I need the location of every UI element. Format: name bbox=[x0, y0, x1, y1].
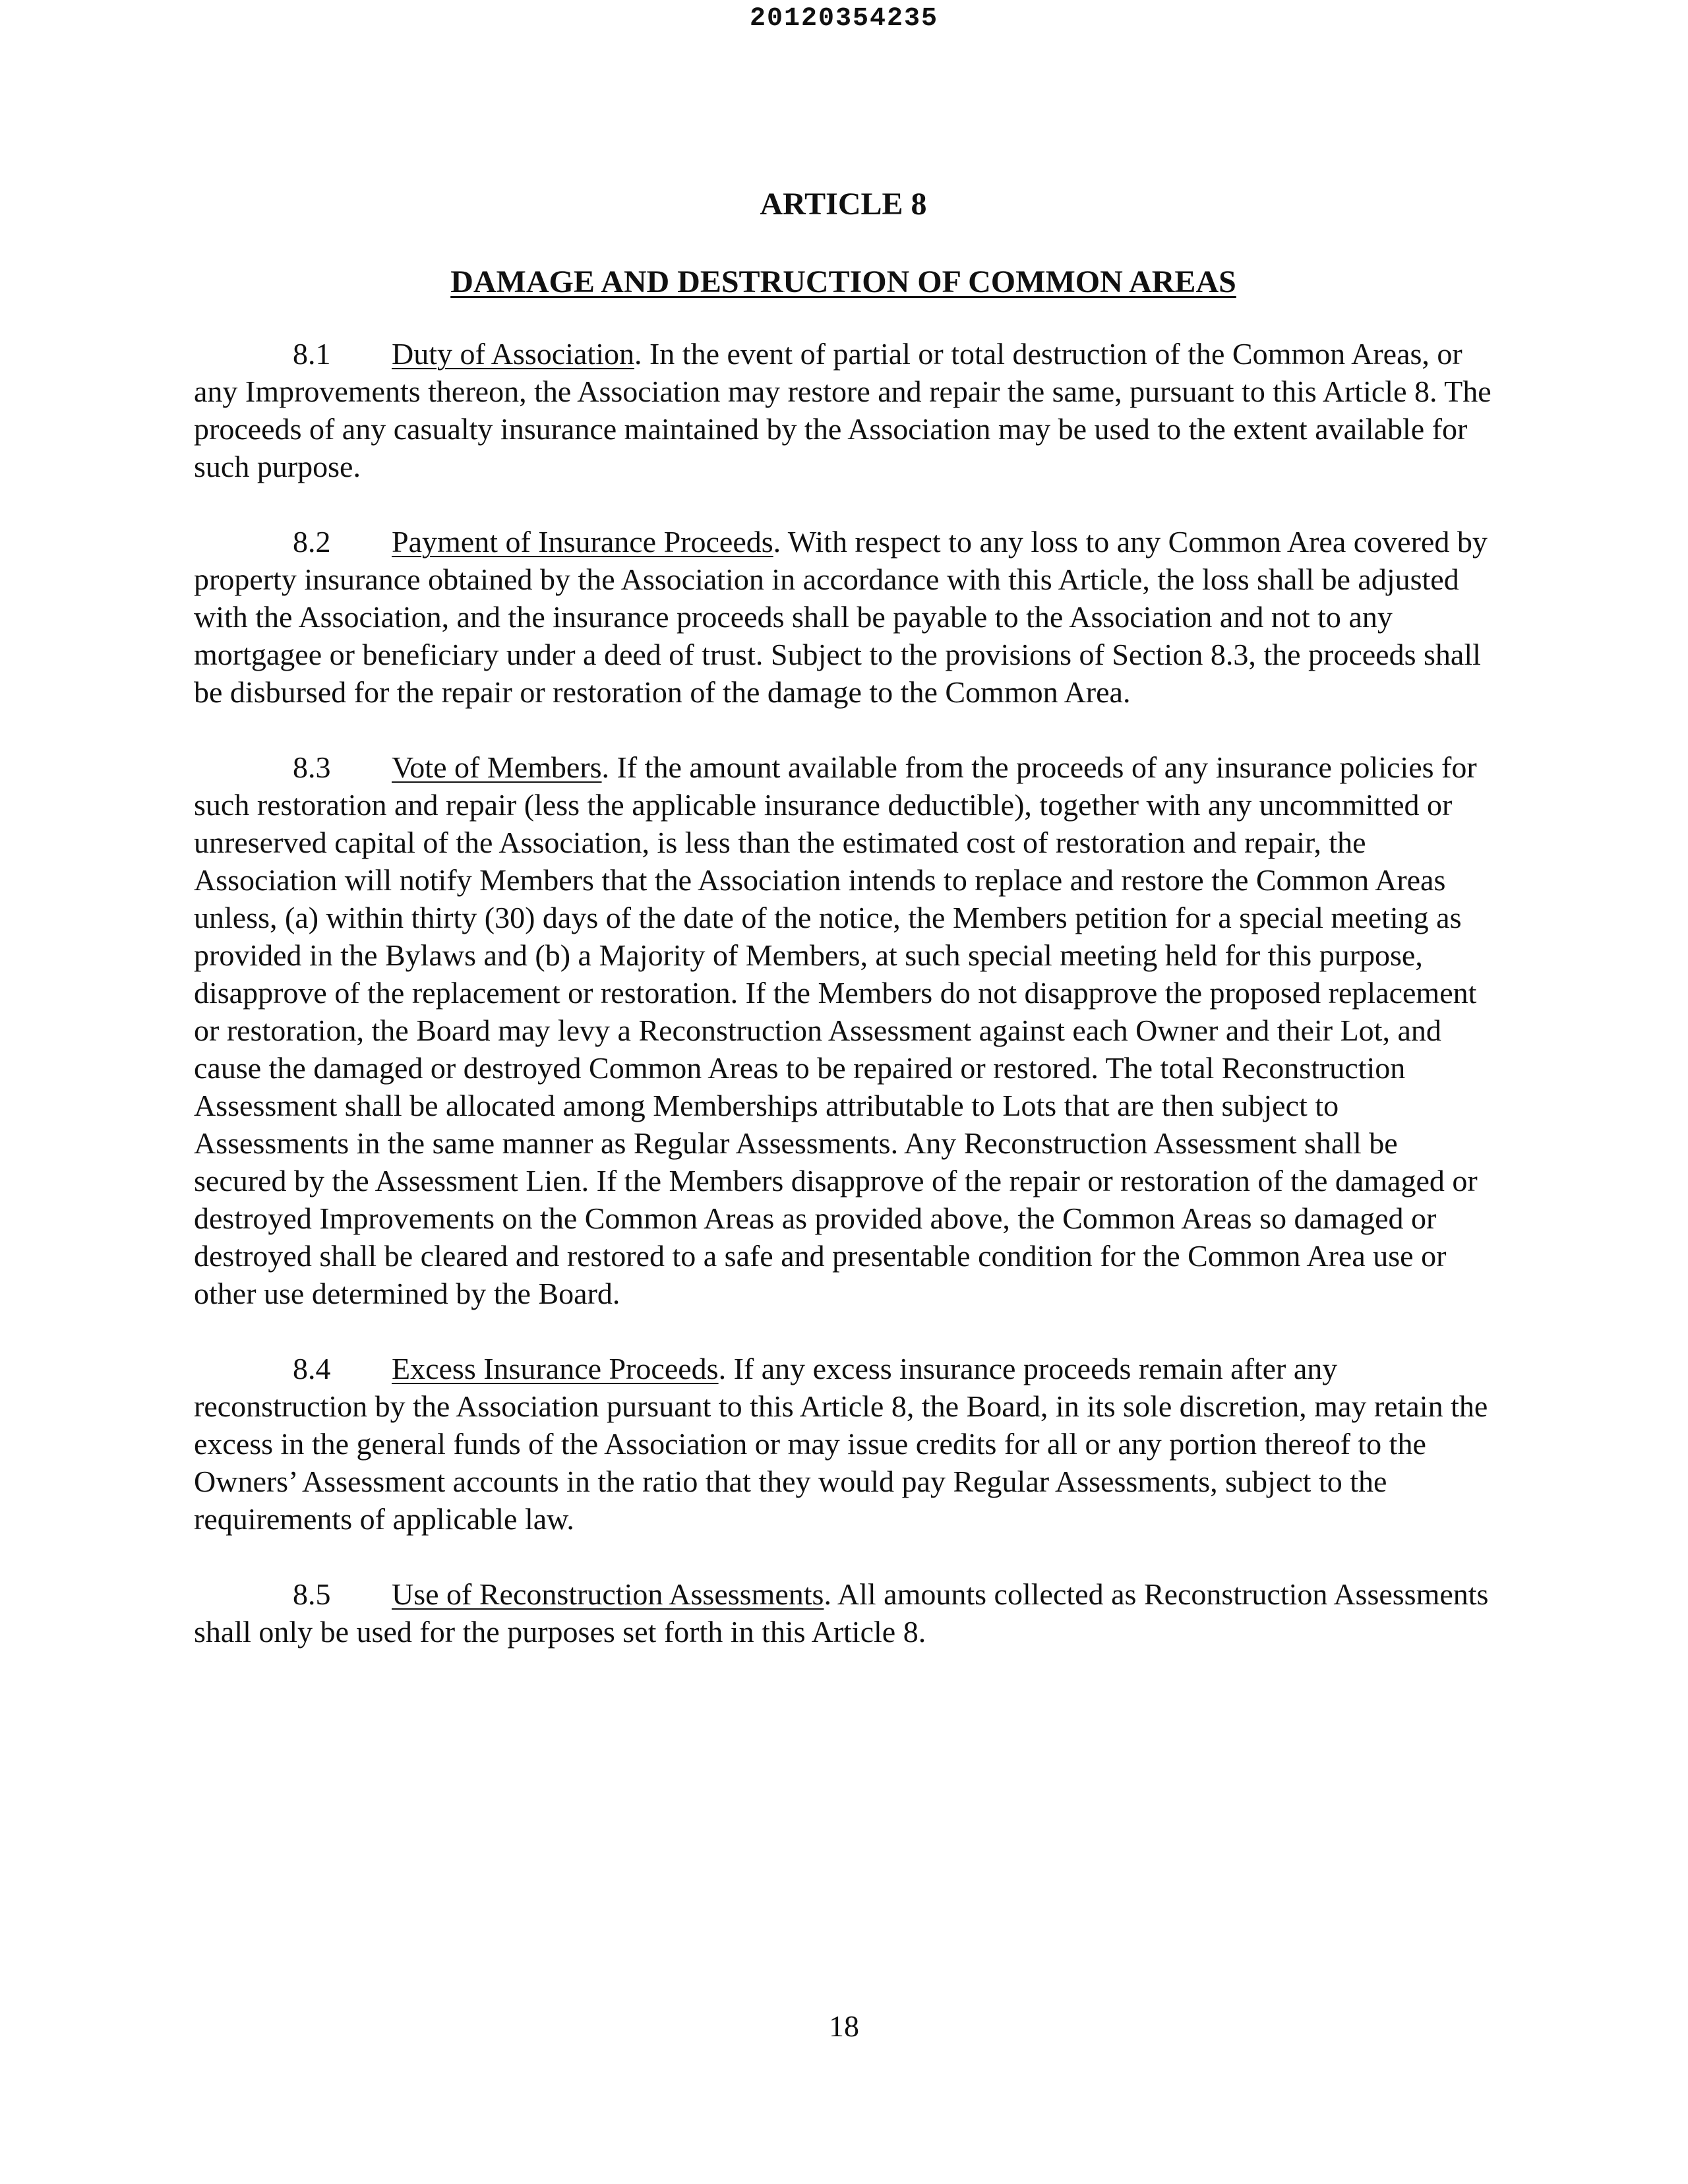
section-title: Payment of Insurance Proceeds bbox=[392, 525, 773, 559]
article-heading: ARTICLE 8 bbox=[760, 187, 927, 222]
section-8-5 bbox=[194, 1575, 1493, 1651]
section-8-4 bbox=[194, 1350, 1493, 1538]
section-8-2 bbox=[194, 523, 1493, 711]
section-number: 8.1 bbox=[293, 337, 331, 371]
section-title: Vote of Members bbox=[392, 750, 602, 784]
section-body: . In the event of partial or total destruction of the Common Areas, or any Improvements thereon, the Association may restore and repair the same, pursuant to this Article 8. The proceeds of any casualty insurance maintained by the Association may be used to the extent available for such purpose. bbox=[194, 337, 1492, 483]
page-content bbox=[194, 185, 1493, 1688]
page-number: 18 bbox=[829, 2009, 859, 2043]
section-number: 8.2 bbox=[293, 525, 331, 559]
section-8-1 bbox=[194, 335, 1493, 485]
section-title: Excess Insurance Proceeds bbox=[392, 1352, 719, 1385]
section-body: . All amounts collected as Reconstruction Assessments shall only be used for the purposes set forth in this Article 8. bbox=[194, 1577, 1489, 1649]
section-body: . If the amount available from the proceeds of any insurance policies for such restoration and repair (less the applicable insurance deductible), together with any uncommitted or unreserved capital of the Association, is less than the estimated cost of restoration and repair, the Association will notify Members that the Association intends to replace and restore the Common Areas unless, (a) within thirty (30) days of the date of the notice, the Members petition for a special meeting as provided in the Bylaws and (b) a Majority of Members, at such special meeting held for this purpose, disapprove of the replacement or restoration. If the Members do not disapprove the proposed replacement or restoration, the Board may levy a Reconstruction Assessment against each Owner and their Lot, and cause the damaged or destroyed Common Areas to be repaired or restored. The total Reconstruction Assessment shall be allocated among Memberships attributable to Lots that are then subject to Assessments in the same manner as Regular Assessments. Any Reconstruction Assessment shall be secured by the Assessment Lien. If the Members disapprove of the repair or restoration of the damaged or destroyed Improvements on the Common Areas as provided above, the Common Areas so damaged or destroyed shall be cleared and restored to a safe and presentable condition for the Common Area use or other use determined by the Board. bbox=[194, 750, 1478, 1310]
section-number: 8.5 bbox=[293, 1577, 331, 1611]
section-title: Use of Reconstruction Assessments bbox=[392, 1577, 824, 1611]
section-body: . With respect to any loss to any Common Area covered by property insurance obtained by the Association in accordance with this Article, the loss shall be adjusted with the Association, and the insurance proceeds shall be payable to the Association and not to any mortgagee or beneficiary under a deed of trust. Subject to the provisions of Section 8.3, the proceeds shall be disbursed for the repair or restoration of the damage to the Common Area. bbox=[194, 525, 1488, 709]
section-8-3 bbox=[194, 748, 1493, 1312]
section-body: . If any excess insurance proceeds remain after any reconstruction by the Association pursuant to this Article 8, the Board, in its sole discretion, may retain the excess in the general funds of the Association or may issue credits for all or any portion thereof to the Owners’ Assessment accounts in the ratio that they would pay Regular Assessments, subject to the requirements of applicable law. bbox=[194, 1352, 1488, 1536]
article-title bbox=[194, 262, 1493, 302]
section-number: 8.3 bbox=[293, 750, 331, 784]
section-number: 8.4 bbox=[293, 1352, 331, 1385]
document-number: 20120354235 bbox=[749, 4, 939, 34]
article-title-text: DAMAGE AND DESTRUCTION OF COMMON AREAS bbox=[450, 264, 1236, 299]
section-title: Duty of Association bbox=[392, 337, 634, 371]
